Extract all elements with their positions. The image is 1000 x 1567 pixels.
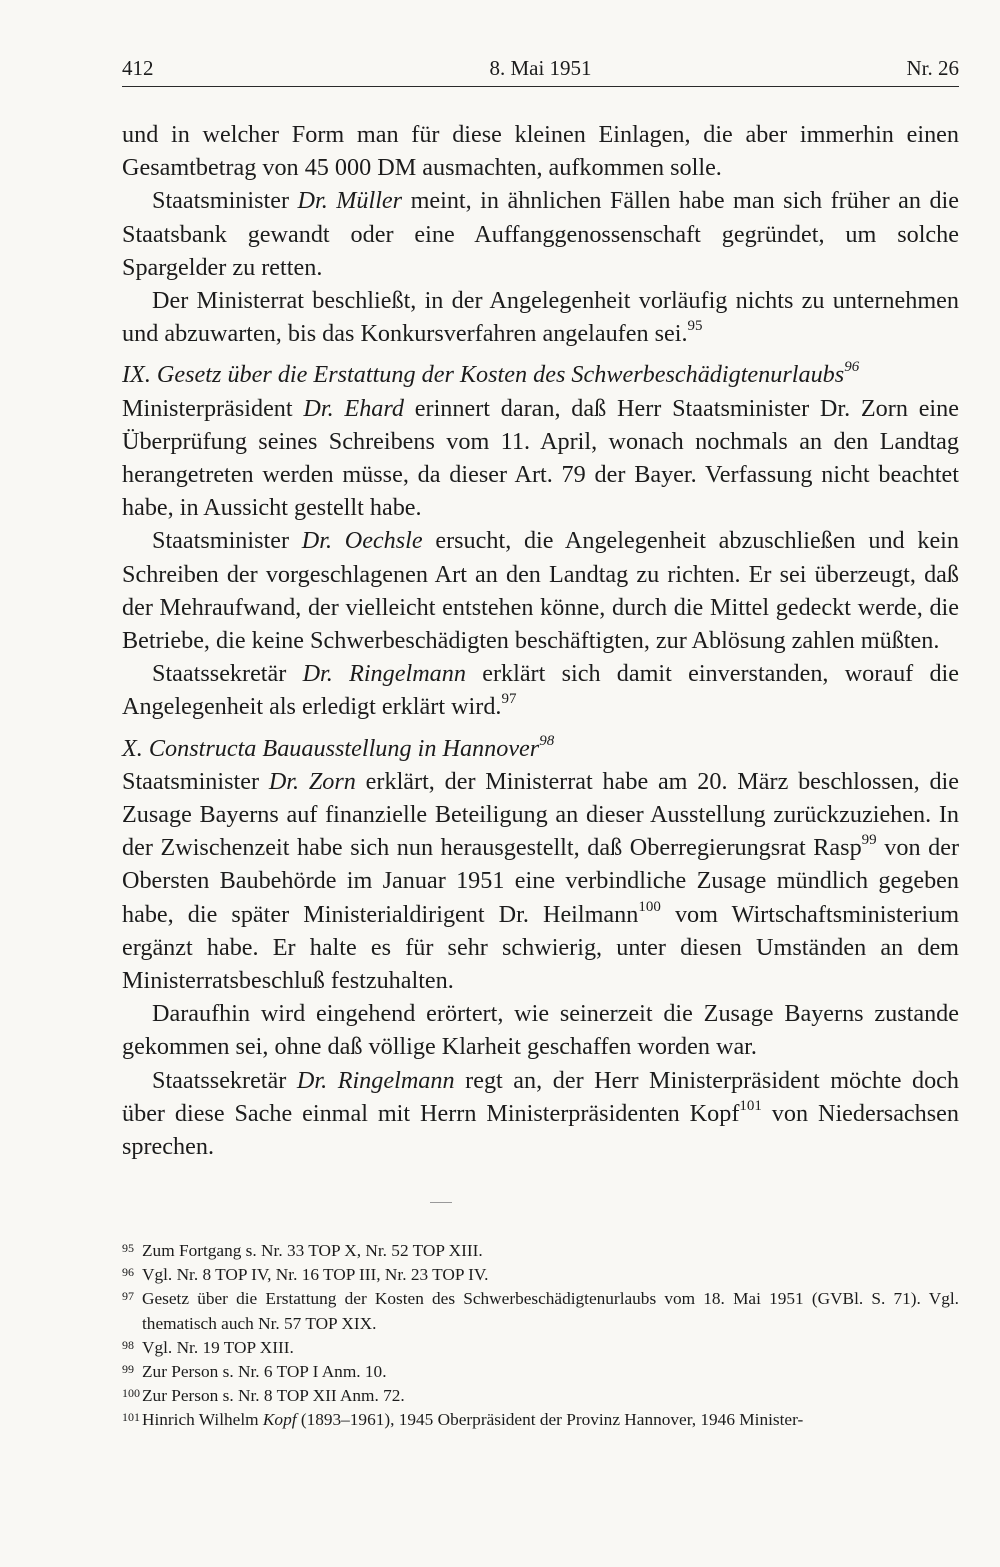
- footnote-ref: 101: [739, 1097, 762, 1114]
- paragraph: Staatssekretär Dr. Ringelmann erklärt sich damit einverstanden, worauf die Angelegenheit als erledigt erklärt wird.$^{97}$: [122, 660, 960, 721]
- paragraph: Ministerpräsident Dr. Ehard erinnert daran, daß Herr Staatsminister Dr. Zorn eine Überprüfung seines Schreibens vom 11. April, wonach nochmals an den Landtag herangetreten werden müsse, da dieser Art. 79 der Bayer. Verfassung nicht beachtet habe, in Aussicht gestellt habe.: [122, 394, 959, 522]
- speaker-name: Dr. Zorn: [268, 767, 356, 795]
- footnote-separator: [430, 1202, 452, 1203]
- footnote: 100 Zur Person s. Nr. 8 TOP XII Anm. 72.: [122, 1386, 405, 1406]
- paragraph: Staatsminister Dr. Müller meint, in ähnlichen Fällen habe man sich früher an die Staatsbank gewandt oder eine Auffanggenossenschaft gegründet, um solche Spargelder zu retten.: [122, 187, 960, 281]
- footnote-ref: 95: [687, 318, 703, 335]
- header-date: 8. Mai 1951: [489, 56, 592, 80]
- footnote-ref: 98: [539, 732, 555, 749]
- footnotes: [122, 1239, 959, 1433]
- speaker-name: Dr. Ringelmann: [296, 1066, 455, 1094]
- speaker-name: Dr. Ehard: [303, 394, 404, 422]
- footnote-ref: 97: [501, 691, 517, 708]
- speaker-name: Dr. Ringelmann: [302, 660, 466, 688]
- main-text: [122, 118, 959, 1163]
- footnote: 95 Zum Fortgang s. Nr. 33 TOP X, Nr. 52 TOP XIII.: [122, 1241, 483, 1260]
- footnote: 97 Gesetz über die Erstattung der Kosten des Schwerbeschädigtenurlaubs vom 18. Mai 1951 (GVBl. S. 71). Vgl. thematisch auch Nr. 57 TOP XIX.: [122, 1289, 959, 1333]
- paragraph: Staatssekretär Dr. Ringelmann regt an, der Herr Ministerpräsident möchte doch über diese Sache einmal mit Herrn Ministerpräsidenten Kopf$^{101}$ von Niedersachsen sprechen.: [122, 1066, 960, 1161]
- footnote-ref: 99: [861, 832, 877, 849]
- footnote: 99 Zur Person s. Nr. 6 TOP I Anm. 10.: [122, 1362, 387, 1382]
- speaker-name: Dr. Oechsle: [301, 527, 423, 555]
- page-number: 412: [122, 56, 154, 80]
- footnote: 98 Vgl. Nr. 19 TOP XIII.: [122, 1337, 294, 1357]
- speaker-name: Dr. Müller: [297, 187, 403, 215]
- paragraph: Daraufhin wird eingehend erörtert, wie seinerzeit die Zusage Bayerns zustande gekommen sei, ohne daß völlige Klarheit geschaffen worden war.: [122, 1000, 959, 1061]
- paragraph: Staatsminister Dr. Oechsle ersucht, die Angelegenheit abzuschließen und kein Schreiben der vorgeschlagenen Art an den Landtag zu richten. Er sei überzeugt, daß der Mehraufwand, der vielleicht entstehen könne, durch die Mittel gedeckt werde, die Betriebe, die keine Schwerbeschädigten beschäftigten, zur Ablösung zahlen müßten.: [122, 527, 959, 655]
- paragraph: und in welcher Form man für diese kleinen Einlagen, die aber immerhin einen Gesamtbetrag von 45 000 DM ausmachten, aufkommen solle.: [122, 121, 959, 182]
- agenda-heading-x: X. Constructa Bauausstellung in Hannover$^{98}$: [122, 732, 555, 762]
- agenda-heading-ix: IX. Gesetz über die Erstattung der Kosten des Schwerbeschädigtenurlaubs$^{96}$: [122, 359, 860, 389]
- header-issue-number: Nr. 26: [906, 56, 959, 80]
- paragraph: Staatsminister Dr. Zorn erklärt, der Ministerrat habe am 20. März beschlossen, die Zusage Bayerns auf finanzielle Beteiligung an dieser Ausstellung zurückzuziehen. In der Zwischenzeit habe sich nun herausgestellt, daß Oberregierungsrat Rasp$^{99}$ von der Obersten Baubehörde im Januar 1951 eine verbindliche Zusage mündlich gegeben habe, die später Ministerialdirigent Dr. Heilmann$^{100}$ vom Wirtschaftsministerium ergänzt habe. Er halte es für sehr schwierig, unter diesen Umständen an dem Ministerratsbeschluß festzuhalten.: [122, 767, 960, 995]
- footnote: 101 Hinrich Wilhelm Kopf (1893–1961), 1945 Oberpräsident der Provinz Hannover, 1946 Minister-: [122, 1410, 804, 1430]
- footnote-ref: 100: [638, 898, 661, 915]
- footnote: 96 Vgl. Nr. 8 TOP IV, Nr. 16 TOP III, Nr. 23 TOP IV.: [122, 1265, 489, 1285]
- paragraph: Der Ministerrat beschließt, in der Angelegenheit vorläufig nichts zu unternehmen und abzuwarten, bis das Konkursverfahren angelaufen sei.$^{95}$: [122, 287, 959, 348]
- running-header: [122, 50, 959, 87]
- footnote-ref: 96: [844, 359, 860, 376]
